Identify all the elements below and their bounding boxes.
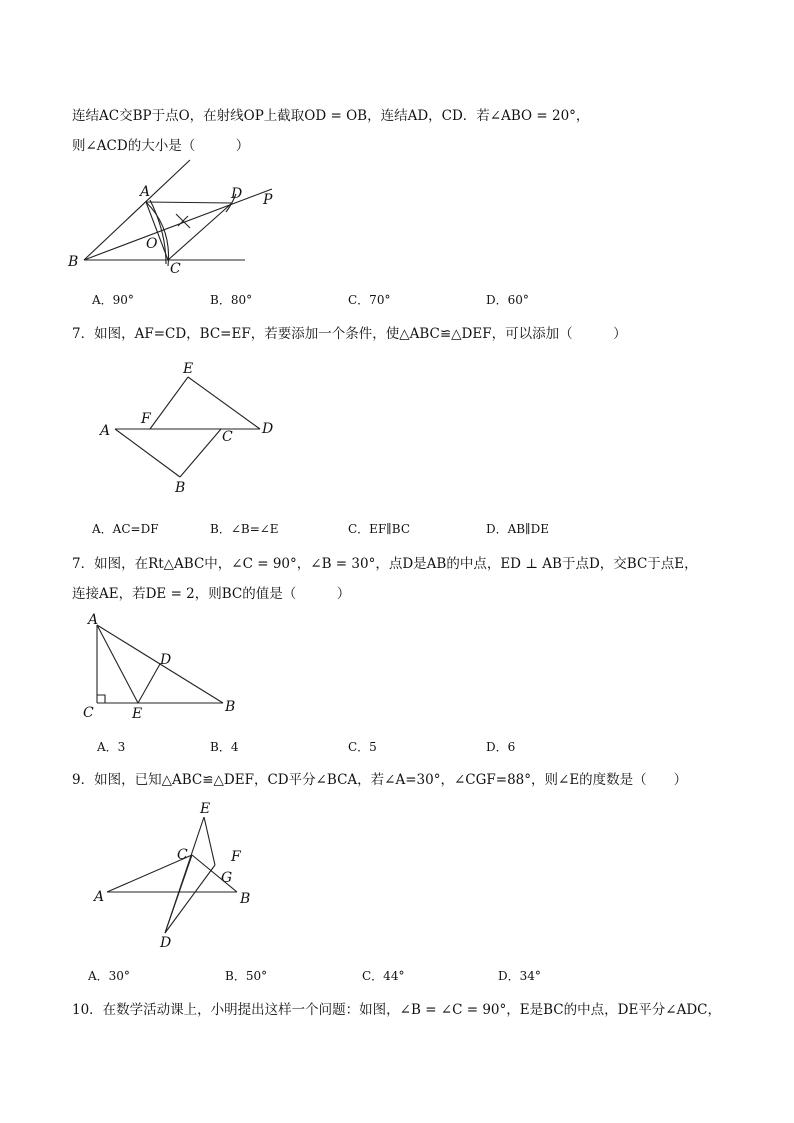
segment-df <box>165 865 215 933</box>
segment-ed <box>138 664 160 703</box>
q9-text: 9．如图，已知△ABC≌△DEF，CD平分∠BCA，若∠A=30°，∠CGF=88°，则∠E的度数是（ ） <box>72 772 688 788</box>
q7b-text-line2: 连接AE，若DE = 2，则BC的值是（ ） <box>72 586 351 602</box>
q7b-option-b[interactable]: B．4 <box>210 740 239 754</box>
q7a-text: 7．如图，AF=CD，BC=EF，若要添加一个条件，使△ABC≌△DEF，可以添加（ ） <box>72 326 627 342</box>
q7b-label-e: E <box>132 706 143 722</box>
q6-figure <box>60 160 290 280</box>
q7a-option-d[interactable]: D．AB∥DE <box>486 522 550 536</box>
q7a-label-d: D <box>262 421 274 437</box>
q9-figure <box>85 795 265 955</box>
q9-option-b[interactable]: B．50° <box>225 969 268 983</box>
q7b-label-d: D <box>160 652 172 668</box>
q6-text-line1: 连结AC交BP于点O，在射线OP上截取OD = OB，连结AD，CD．若∠ABO = 20°， <box>72 108 590 124</box>
q7a-label-b: B <box>175 480 186 496</box>
segment-ae <box>97 625 138 703</box>
q9-label-b: B <box>240 891 251 907</box>
q7b-option-d[interactable]: D．6 <box>486 740 516 754</box>
q6-text-line2: 则∠ACD的大小是（ ） <box>72 138 250 154</box>
q6-option-a[interactable]: A．90° <box>92 293 134 307</box>
q7a-label-c: C <box>222 429 233 445</box>
q7b-label-a: A <box>88 612 99 628</box>
q6-label-d: D <box>231 186 243 202</box>
q7b-figure <box>80 610 250 720</box>
q7a-option-c[interactable]: C．EF∥BC <box>348 522 411 536</box>
ray-bp <box>84 189 272 260</box>
q9-label-f: F <box>231 849 241 865</box>
q7a-option-a[interactable]: A．AC=DF <box>92 522 159 536</box>
q7a-option-b[interactable]: B．∠B=∠E <box>210 522 279 536</box>
q7b-label-c: C <box>83 705 94 721</box>
q6-label-b: B <box>68 254 79 270</box>
q9-label-a: A <box>94 889 105 905</box>
q7a-options <box>0 520 794 538</box>
q7a-figure <box>95 355 285 495</box>
q9-label-c: C <box>177 847 188 863</box>
q6-option-b[interactable]: B．80° <box>210 293 253 307</box>
segment-fe <box>150 377 188 429</box>
segment-ed <box>188 377 260 429</box>
q7a-label-f: F <box>141 411 151 427</box>
q6-label-a: A <box>140 184 151 200</box>
segment-de <box>165 817 204 933</box>
q10-text: 10．在数学活动课上，小明提出这样一个问题：如图，∠B = ∠C = 90°，E是BC的中点，DE平分∠ADC， <box>72 1002 722 1018</box>
ray-ba <box>84 160 190 260</box>
q7b-text-line1: 7．如图，在Rt△ABC中，∠C = 90°，∠B = 30°，点D是AB的中点，ED ⊥ AB于点D，交BC于点E， <box>72 556 698 572</box>
q7a-label-e: E <box>183 361 194 377</box>
q6-option-d[interactable]: D．60° <box>486 293 529 307</box>
q9-option-a[interactable]: A．30° <box>88 969 130 983</box>
q9-label-d: D <box>160 935 172 951</box>
q9-option-c[interactable]: C．44° <box>362 969 405 983</box>
q6-label-o: O <box>146 236 158 252</box>
q9-label-e: E <box>200 801 211 817</box>
q7b-options <box>0 738 794 756</box>
segment-ad <box>146 202 232 203</box>
q7b-option-c[interactable]: C．5 <box>348 740 377 754</box>
q6-options <box>0 291 794 309</box>
q7a-label-a: A <box>100 423 111 439</box>
q9-label-g: G <box>221 870 233 886</box>
q7b-option-a[interactable]: A．3 <box>97 740 126 754</box>
q6-option-c[interactable]: C．70° <box>348 293 391 307</box>
q9-options <box>0 967 794 985</box>
right-angle-mark <box>97 695 105 703</box>
segment-cd <box>168 203 232 260</box>
q6-label-c: C <box>170 261 181 277</box>
segment-bc <box>180 429 221 477</box>
segment-ab <box>115 429 180 477</box>
q7b-label-b: B <box>225 699 236 715</box>
q9-option-d[interactable]: D．34° <box>498 969 541 983</box>
segment-ef <box>204 817 215 865</box>
q6-label-p: P <box>263 192 273 208</box>
